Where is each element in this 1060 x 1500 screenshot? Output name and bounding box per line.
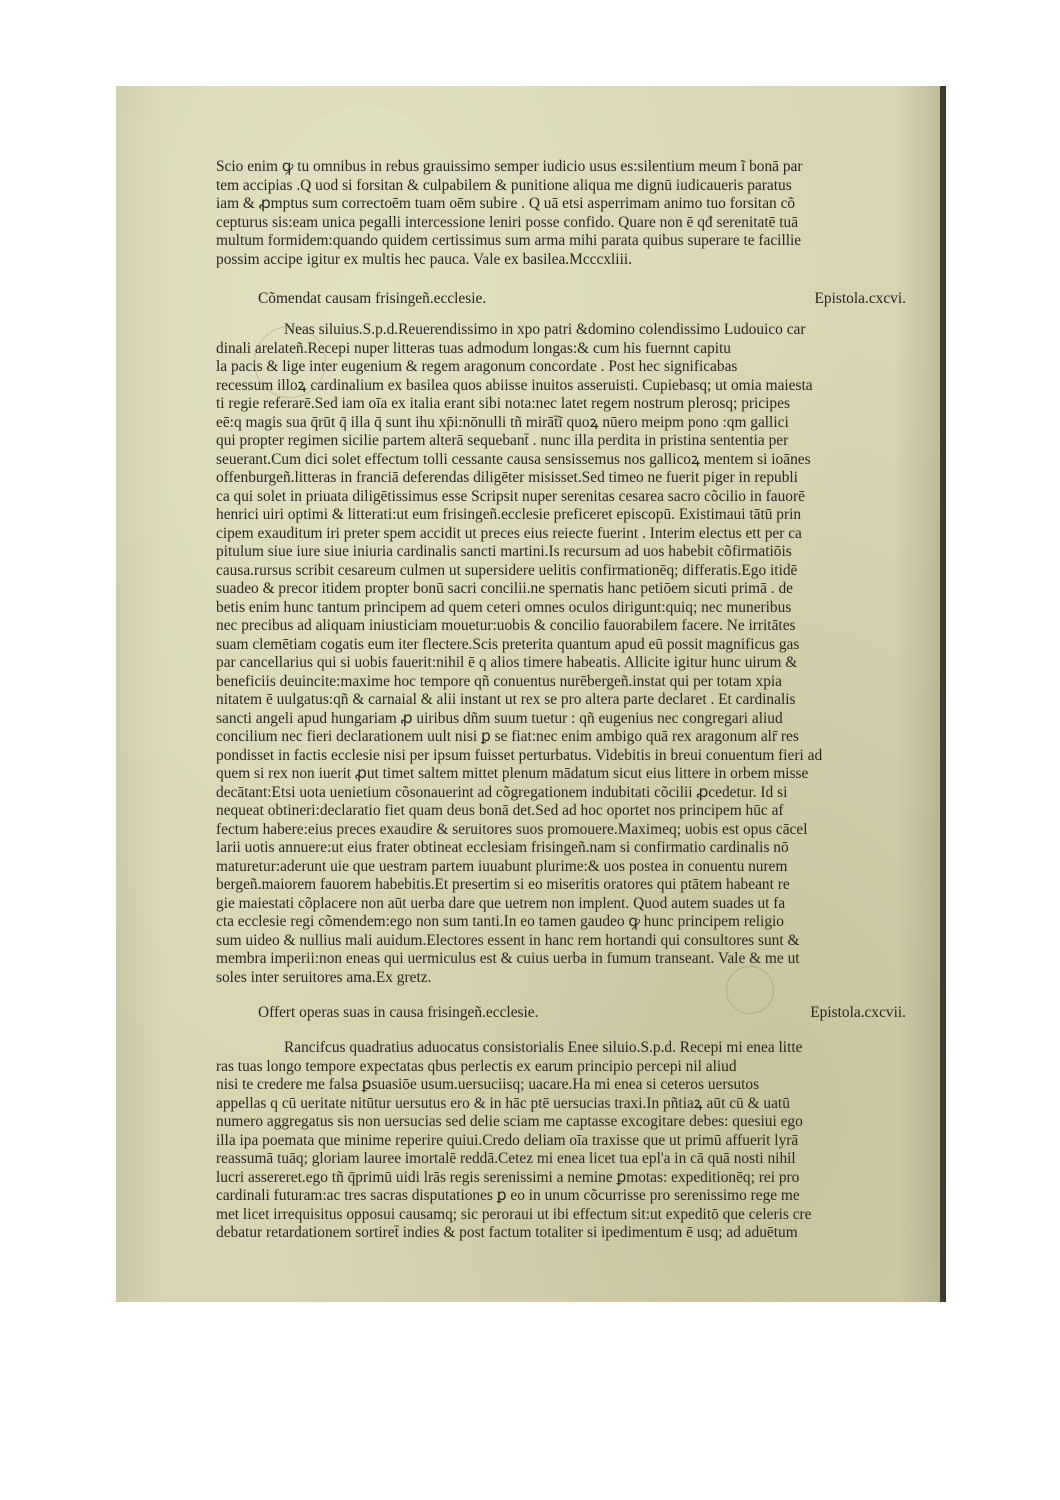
text-line: cepturus sis:eam unica pegalli intercessione leniri posse confido. Quare non ē qđ serenitatē tuā <box>216 213 799 231</box>
text-line: sum uideo & nullius mali auidum.Electores essent in hanc rem hortandi qui consultores sunt & <box>216 931 800 949</box>
text-line: decātant:Etsi uota uenietium cõsonauerint ad cõgregationem indubitati cõcilii ꝓcedetur. Id si <box>216 783 788 801</box>
text-line: larii uotis annuere:ut eius frater obtineat ecclesiam frisingeñ.nam si confirmatio cardinalis nō <box>216 839 789 856</box>
text-line: ca qui solet in priuata diligētissimus esse Scripsit nuper serenitas cesarea sacro cõcilio in fauorē <box>216 487 805 505</box>
text-line: possim accipe igitur ex multis hec pauca. Vale ex basilea.Mcccxliii. <box>216 250 632 268</box>
text-line: membra imperii:non eneas qui uermiculus est & cuius uerba in fumum transeant. Vale & me ut <box>216 950 800 967</box>
page-edge <box>940 86 946 1302</box>
text-line: betis enim hunc tantum principem ad quem ceteri omnes oculos dirigunt:quiq; nec muneribus <box>216 598 792 616</box>
text-line: par cancellarius qui si uobis fauerit:nihil ē q alios timere habeatis. Allicite igitur hunc uirum & <box>216 654 798 671</box>
text-line: Scio enim ꝙ tu omnibus in rebus grauissimo semper iudicio usus es:silentium meum ĩ bonā par <box>216 158 803 175</box>
text-line: met licet irrequisitus opposui causamq; sic peroraui ut ibi effectum sit:ut expeditō que celeris cre <box>216 1205 812 1223</box>
letter-heading <box>216 287 906 311</box>
text-line: maturetur:aderunt uie que uestram partem iuuabunt plurime:& uos postea in conuentu nurem <box>216 857 788 875</box>
text-line: causa.rursus scribit cesareum culmen ut supersidere uelitis confirmationēq; differatis.Ego itidē <box>216 561 798 579</box>
text-line: tem accipias .Q uod si forsitan & culpabilem & punitione aliqua me dignū iudicaueris paratus <box>216 176 792 194</box>
text-line: cta ecclesie regi cõmendem:ego non sum tanti.In eo tamen gaudeo ꝙ hunc principem religio <box>216 913 784 930</box>
letter-body <box>216 321 906 987</box>
text-line: quem si rex non iuerit ꝓut timet saltem mittet plenum mādatum sicut eius littere in orbem misse <box>216 765 809 782</box>
text-line: pitulum siue iure siue iniuria cardinalis sancti martini.Is recursum ad uos habebit cõfirmatiōis <box>216 543 792 560</box>
text-line: cardinali futuram:ac tres sacras disputationes ꝑ eo in unum cõcurrisse pro serenissimo rege me <box>216 1187 800 1204</box>
text-line: nisi te credere me falsa ꝑsuasiōe usum.uersuciisq; uacare.Ha mi enea si ceteros uersutos <box>216 1076 760 1093</box>
text-line: ras tuas longo tempore expectatas qbus perlectis ex earum principio percepi nil aliud <box>216 1057 737 1075</box>
letter-title: Cõmendat causam frisingeñ.ecclesie. <box>258 290 487 307</box>
text-line: nitatem ē uulgatus:qñ & carnaial & alii instant ut rex se pro altera parte declaret . Et cardinalis <box>216 691 796 708</box>
letter-title: Offert operas suas in causa frisingeñ.ecclesie. <box>258 1004 539 1021</box>
text-line: concilium nec fieri declarationem uult nisi ꝑ se fiat:nec enim ambigo quā rex aragonum alr̄ res <box>216 728 799 745</box>
text-line: soles inter seruitores ama.Ex gretz. <box>216 968 432 986</box>
letter-number: Epistola.cxcvii. <box>810 1004 906 1021</box>
text-line: numero aggregatus sis non uersucias sed delie sciam me captasse excogitare debes: quesiui ego <box>216 1113 803 1130</box>
text-line: beneficiis deuincite:maxime hoc tempore qñ conuentus nurēbergeñ.instat qui per totam xpia <box>216 672 783 690</box>
text-line: Rancifcus quadratius aduocatus consistorialis Enee siluio.S.p.d. Recepi mi enea litte <box>284 1039 803 1056</box>
text-line: gie maiestati cõplacere non aūt uerba dare que uetrem non implent. Quod autem suades ut fa <box>216 894 786 912</box>
scanned-page <box>116 86 946 1302</box>
letter-body <box>216 1039 906 1243</box>
text-line: la pacis & lige inter eugenium & regem aragonum concordate . Post hec significabas <box>216 358 738 375</box>
text-line: qui propter regimen sicilie partem alterā sequebant̄ . nunc illa perdita in pristina sententia per <box>216 432 789 449</box>
text-line: illa ipa poemata que minime reperire quiui.Credo deliam oīa traxisse que ut primū affuerit lyrā <box>216 1131 799 1149</box>
text-line: sancti angeli apud hungariam ꝓ uiribus dñm suum tuetur : qñ eugenius nec congregari aliud <box>216 709 783 727</box>
text-line: iam & ꝓmptus sum correctoēm tuam oēm subire . Q uā etsi asperrimam animo tuo forsitan cõ <box>216 195 796 212</box>
text-line: suadeo & precor itidem propter bonū sacri concilii.ne spernatis hanc petiōem sicuti primā . de <box>216 580 793 597</box>
text-line: nequeat obtineri:declaratio fiet quam deus bonā det.Sed ad hoc oportet nos principem hūc af <box>216 802 784 819</box>
text-line: seuerant.Cum dici solet effectum tolli cessante causa sensissemus nos gallicoꝝ mentem si ioānes <box>216 450 811 468</box>
text-line: recessum illoꝝ cardinalium ex basilea quos abiisse inuitos asseruisti. Cupiebasq; ut omia maiesta <box>216 376 813 394</box>
text-line: Neas siluius.S.p.d.Reuerendissimo in xpo patri &domino colendissimo Ludouico car <box>284 321 806 338</box>
text-line: pondisset in factis ecclesie nisi per ipsum fuisset perturbatus. Videbitis in breui conuentum fieri ad <box>216 746 823 764</box>
text-line: multum formidem:quando quidem certissimus sum arma mihi parata quibus superare te facillie <box>216 232 802 249</box>
text-line: ti regie referarē.Sed iam oīa ex italia erant sibi nota:nec latet regem nostrum plerosq; pricipes <box>216 395 790 412</box>
text-line: dinali arelateñ.Recepi nuper litteras tuas admodum longas:& cum his fuernnt capitu <box>216 339 732 357</box>
text-line: debatur retardationem sortiret̄ indies & post factum totaliter si ipedimentum ē usq; ad aduētum <box>216 1224 798 1241</box>
text-line: reassumā tuāq; gloriam lauree imortalē reddā.Cetez mi enea licet tua epl'a in cā quā nosti nihil <box>216 1150 796 1167</box>
text-line: fectum habere:eius preces exaudire & seruitores suos promouere.Maximeq; uobis est opus cācel <box>216 820 808 838</box>
page-text <box>216 158 906 1243</box>
text-line: appellas q cū ueritate nitūtur uersutus ero & in hāc ptē uersucias traxi.In pñtiaꝝ aūt cū & uatū <box>216 1094 790 1112</box>
text-line: offenburgeñ.litteras in franciā deferendas diligēter misisset.Sed timeo ne fuerit piger in republi <box>216 469 798 486</box>
text-line: lucri assereret.ego tñ q̄primū uidi lrās regis serenissimi a nemine ꝑmotas: expeditionēq; rei pro <box>216 1168 800 1186</box>
text-line: suam clemētiam cogatis eum iter flectere.Scis preterita quantum apud eū possit magnificus gas <box>216 635 800 653</box>
letter-heading <box>216 1001 906 1025</box>
text-line: eē:q magis sua q̄rūt q̄ illa q̄ sunt ihu xp̄i:nōnulli tñ mirāt̄ĩ quoꝝ nūero meipm pono :qm gallici <box>216 413 789 431</box>
text-line: cipem exauditum iri preter spem accidit ut preces eius reiecte fuerint . Interim electus ett per ca <box>216 524 802 542</box>
letter-number: Epistola.cxcvi. <box>814 290 906 307</box>
text-line: bergeñ.maiorem fauorem habebitis.Et presertim si eo miseritis oratores qui ptātem habeant re <box>216 876 790 893</box>
text-line: henrici uiri optimi & litterati:ut eum frisingeñ.ecclesie preficeret episcopū. Existimaui tātū prin <box>216 506 802 523</box>
intro-paragraph <box>216 158 906 269</box>
text-line: nec precibus ad aliquam iniusticiam mouetur:uobis & concilio fauorabilem facere. Ne irritātes <box>216 617 796 634</box>
